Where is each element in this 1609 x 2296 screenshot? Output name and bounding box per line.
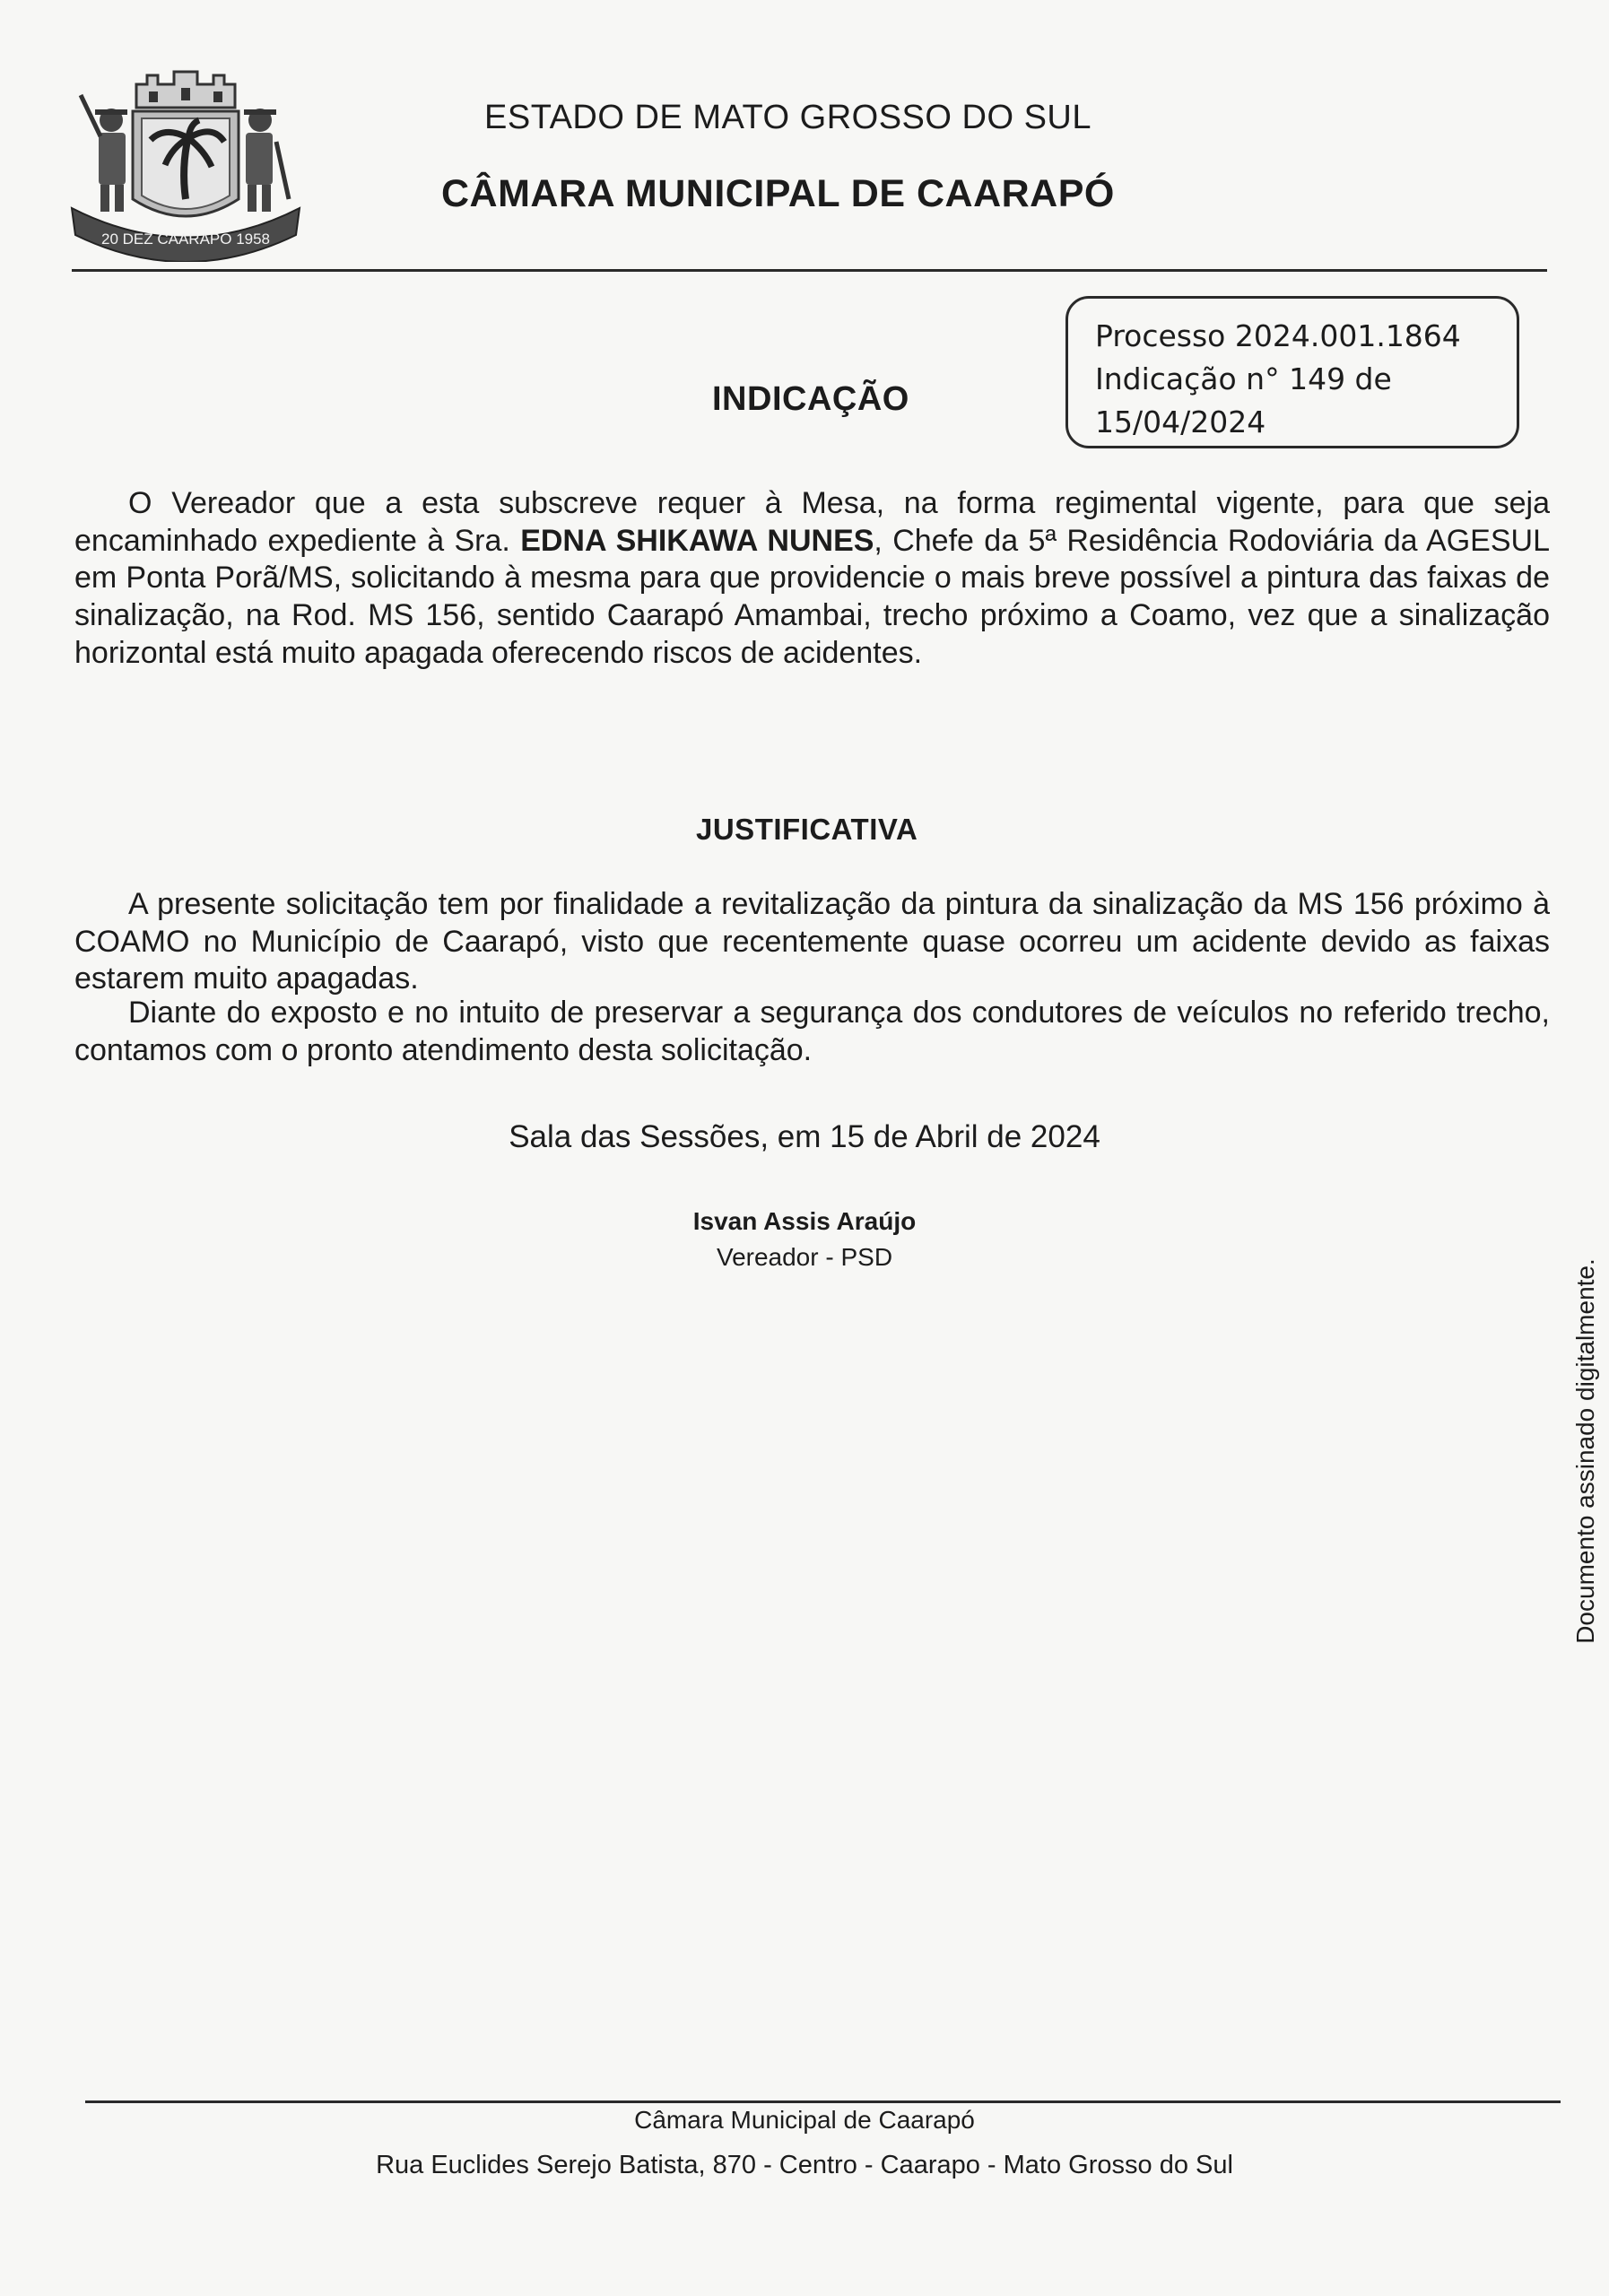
coat-of-arms-logo	[65, 65, 307, 262]
chamber-name: CÂMARA MUNICIPAL DE CAARAPÓ	[441, 172, 1115, 215]
justification-title: JUSTIFICATIVA	[696, 813, 918, 846]
header-divider	[72, 269, 1547, 272]
request-text-end: , Chefe da 5ª Residência Rodoviária da AGESUL em Ponta Porã/MS, solicitando à mesma para que providencie o mais breve possível a pintura das faixas de sinalização, na Rod. MS 156, sentido Caarapó Amambai, trecho próximo a Coamo, vez que a sinalização horizontal está muito apagada oferecendo riscos de acidentes.	[74, 523, 1550, 670]
process-info-box	[1065, 296, 1519, 448]
justification-paragraph-2: Diante do exposto e no intuito de preservar a segurança dos condutores de veículos no referido trecho, contamos com o pronto atendimento desta solicitação.	[74, 996, 1550, 1067]
indication-number: Indicação n° 149 de	[1095, 361, 1392, 396]
footer-institution: Câmara Municipal de Caarapó	[634, 2106, 975, 2134]
request-paragraph	[74, 485, 1550, 673]
place-and-date: Sala das Sessões, em 15 de Abril de 2024	[509, 1119, 1100, 1154]
recipient-name: EDNA SHIKAWA NUNES	[520, 523, 874, 558]
request-text-start: O Vereador que a esta subscreve requer à Mesa, na forma regimental vigente, para que seja encaminhado expediente à Sra.	[74, 486, 1550, 558]
indication-date: 15/04/2024	[1095, 404, 1266, 439]
signer-role: Vereador - PSD	[716, 1243, 893, 1271]
crest-banner-text: 20 DEZ CAARAPÓ 1958	[100, 230, 271, 248]
process-number: Processo 2024.001.1864	[1095, 318, 1461, 353]
digital-signature-note: Documento assinado digitalmente.	[1571, 1258, 1599, 1644]
signer-name: Isvan Assis Araújo	[692, 1207, 917, 1235]
document-title: INDICAÇÃO	[712, 380, 909, 418]
state-name: ESTADO DE MATO GROSSO DO SUL	[484, 99, 1092, 136]
footer-address: Rua Euclides Serejo Batista, 870 - Centro - Caarapo - Mato Grosso do Sul	[376, 2151, 1233, 2179]
justification-paragraph-1: A presente solicitação tem por finalidade a revitalização da pintura da sinalização da MS 156 próximo à COAMO no Município de Caarapó, visto que recentemente quase ocorreu um acidente devido as faixas estarem muito apagadas.	[74, 887, 1550, 996]
footer-divider	[85, 2100, 1561, 2103]
